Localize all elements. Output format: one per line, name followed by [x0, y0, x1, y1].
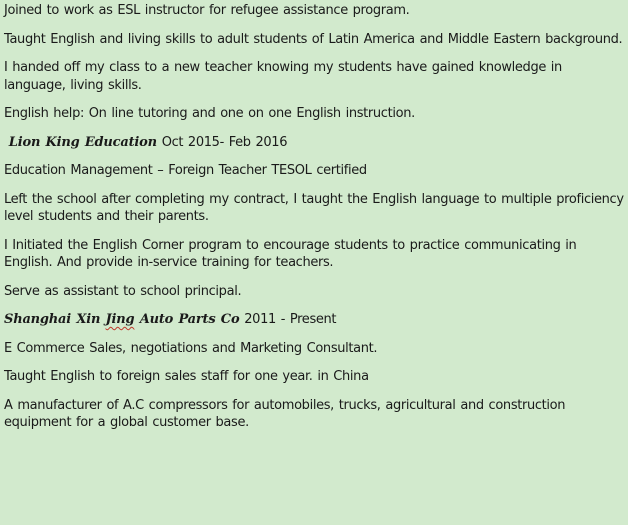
experience-detail: I handed off my class to a new teacher knowing my students have gained knowledge in language, living skills.	[4, 60, 562, 93]
job-heading-shanghai	[4, 311, 624, 329]
experience-detail: Left the school after completing my contract, I taught the English language to multiple proficiency level students and their parents.	[4, 191, 624, 224]
job-heading-lion-king	[4, 134, 624, 152]
experience-detail: A manufacturer of A.C compressors for automobiles, trucks, agricultural and construction equipment for a global customer base.	[4, 397, 566, 430]
experience-detail: Serve as assistant to school principal.	[4, 283, 242, 299]
job-dates: Oct 2015- Feb 2016	[161, 134, 288, 150]
job-title: Education Management – Foreign Teacher TESOL certified	[4, 163, 367, 178]
spellcheck-flagged-word: Jing	[105, 312, 135, 327]
experience-detail: Taught English to foreign sales staff for one year. in China	[4, 369, 369, 384]
job-title: E Commerce Sales, negotiations and Marketing Consultant.	[4, 340, 378, 356]
employer-name-part: Auto Parts Co	[134, 312, 240, 327]
job-dates: 2011 - Present	[244, 312, 337, 327]
employer-name: Lion King Education	[8, 134, 157, 150]
employer-name-part: Shanghai Xin	[4, 312, 106, 327]
experience-detail: I Initiated the English Corner program to encourage students to practice communicating in English. And provide in-service training for teachers.	[4, 237, 577, 270]
experience-detail: Joined to work as ESL instructor for refugee assistance program.	[4, 3, 410, 18]
experience-detail: English help: On line tutoring and one on one English instruction.	[4, 106, 415, 121]
experience-detail: Taught English and living skills to adult students of Latin America and Middle Eastern background.	[4, 31, 623, 47]
